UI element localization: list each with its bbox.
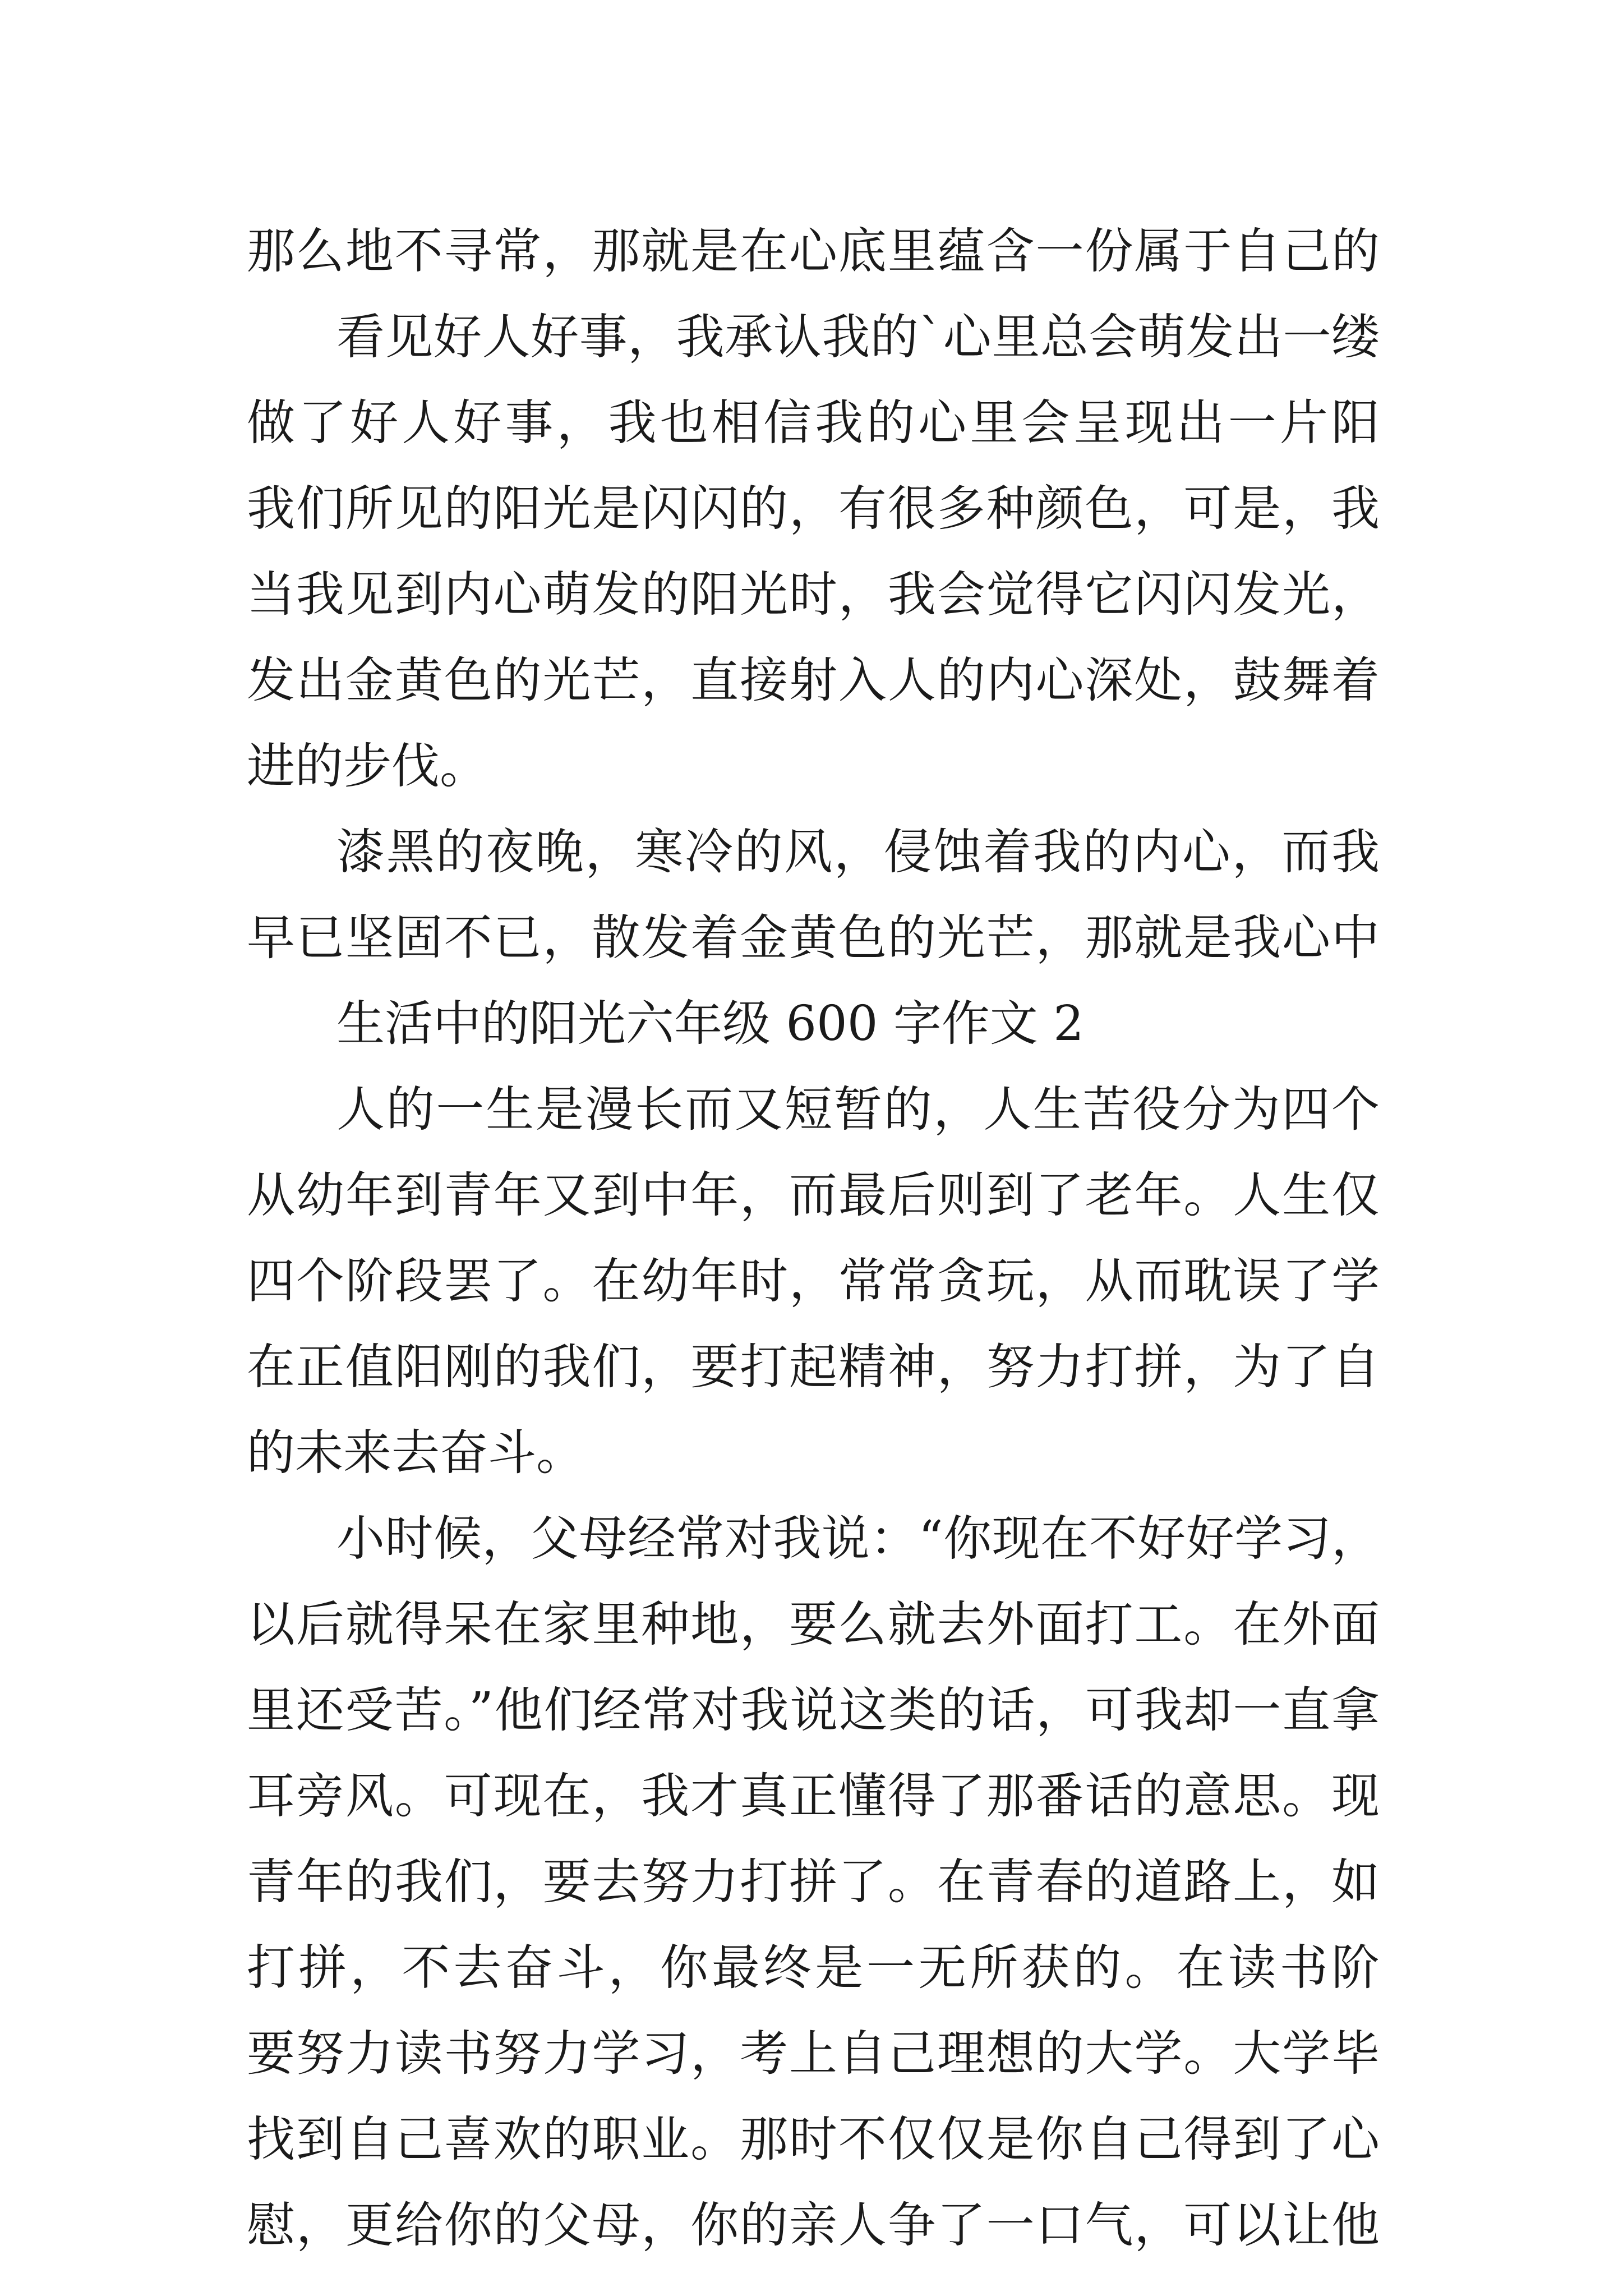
text-line: 找到自己喜欢的职业。那时不仅仅是你自己得到了心: [247, 2111, 1380, 2168]
text-line: 做了好人好事，我也相信我的心里会呈现出一片阳: [247, 395, 1380, 451]
text-line: 以后就得呆在家里种地，要么就去外面打工。在外面: [247, 1596, 1380, 1653]
text-line: 要努力读书努力学习，考上自己理想的大学。大学毕: [247, 2026, 1380, 2082]
text-line: 的未来去奋斗。: [247, 1425, 584, 1481]
text-line: 早已坚固不已，散发着金黄色的光芒，那就是我心中: [247, 910, 1380, 966]
text-line: 从幼年到青年又到中年，而最后则到了老年。人生仅: [247, 1167, 1380, 1223]
paragraph-start-line: 小时候，父母经常对我说：“你现在不好好学习，: [336, 1511, 1380, 1567]
text-line: 那么地不寻常，那就是在心底里蕴含一份属于自己的: [247, 223, 1380, 279]
text-line: 青年的我们，要去努力打拼了。在青春的道路上，如: [247, 1854, 1380, 1910]
text-line: 里还受苦。”他们经常对我说这类的话，可我却一直拿: [247, 1682, 1380, 1738]
text-line: 发出金黄色的光芒，直接射入人的内心深处，鼓舞着: [247, 652, 1380, 708]
text-line: 慰，更给你的父母，你的亲人争了一口气，可以让他: [247, 2197, 1380, 2253]
text-line: 我们所见的阳光是闪闪的，有很多种颜色，可是，我: [247, 481, 1380, 537]
paragraph-start-line: 漆黑的夜晚，寒冷的风，侵蚀着我的内心，而我: [336, 824, 1380, 880]
text-line: 当我见到内心萌发的阳光时，我会觉得它闪闪发光，: [247, 567, 1380, 623]
essay-body: [247, 209, 1380, 2269]
paragraph-start-line: 人的一生是漫长而又短暂的，人生苦役分为四个: [336, 1082, 1380, 1138]
text-line: 四个阶段罢了。在幼年时，常常贪玩，从而耽误了学: [247, 1253, 1380, 1309]
section-heading: 生活中的阳光六年级 600 字作文 2: [336, 996, 1084, 1052]
text-line: 进的步伐。: [247, 738, 488, 794]
text-line: 在正值阳刚的我们，要打起精神，努力打拼，为了自: [247, 1339, 1380, 1395]
text-line: 打拼，不去奋斗，你最终是一无所获的。在读书阶: [247, 1940, 1380, 1996]
text-line: 耳旁风。可现在，我才真正懂得了那番话的意思。现: [247, 1768, 1380, 1824]
paragraph-start-line: 看见好人好事，我承认我的`心里总会萌发出一缕: [336, 309, 1380, 365]
